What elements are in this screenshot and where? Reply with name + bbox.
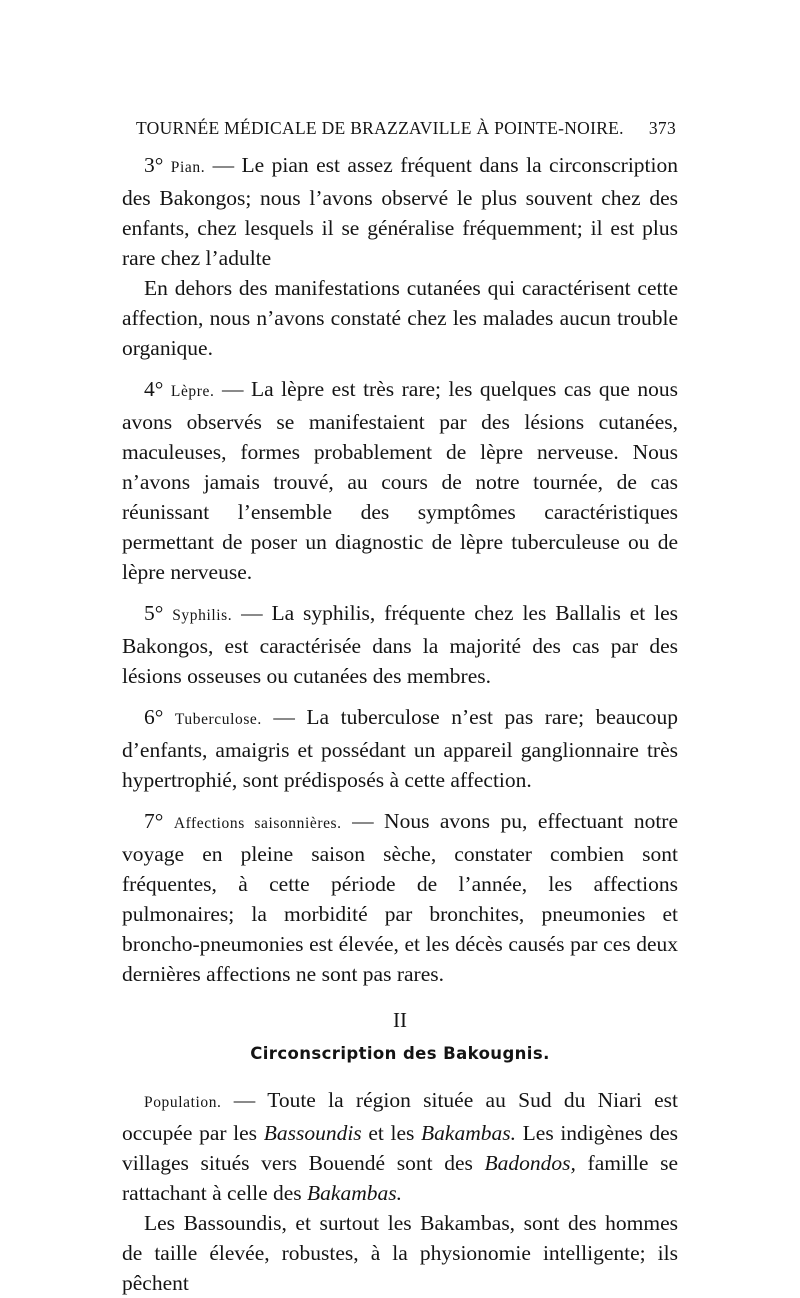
section-heading: Population. [144,1094,222,1111]
section-number: 4° [144,377,164,401]
text-run: famille se rattachant à celle des [122,1151,678,1205]
paragraph-population [122,1085,678,1208]
paragraph-bassoundis: Les Bassoundis, et surtout les Bakambas, sont des hommes de taille élevée, robustes, à la physionomie intelligente; ils pêchent [122,1211,678,1295]
section-number: 7° [144,809,164,833]
ethnonym: Bakambas. [421,1121,516,1145]
paragraph-text: — Nous avons pu, effectuant notre voyage en pleine saison sèche, constater combien sont fréquentes, à cette période de l’année, les affections pulmonaires; la morbidité par bronchites, pneumonies et broncho-pneumonies est élevée, et les décès causés par ces deux dernières affections ne sont pas rares. [122,809,678,986]
paragraph-text: — Le pian est assez fréquent dans la circonscription des Bakongos; nous l’avons observé le plus souvent chez des enfants, chez lesquels il se généralise fréquemment; il est plus rare chez l’adulte [122,153,679,270]
paragraph-syphilis [122,598,678,691]
paragraph-pian [122,150,678,273]
paragraph-text: — La lèpre est très rare; les quelques cas que nous avons observés se manifestaient par des lésions cutanées, maculeuses, formes probablement de lèpre nerveuse. Nous n’avons jamais trouvé, au cours de notre tournée, de cas réunissant l’ensemble des symptômes caractéristiques permettant de poser un diagnostic de lèpre tuberculeuse ou de lèpre nerveuse. [122,377,679,584]
section-heading: Lèpre. [170,383,215,400]
section-heading: Syphilis. [172,607,233,624]
ethnonym: Bassoundis [263,1121,362,1145]
ethnonym: Badondos, [484,1151,576,1175]
section-heading: Tuberculose. [174,711,262,728]
paragraph-text: — La tuberculose n’est pas rare; beaucoup d’enfants, amaigris et possédant un appareil ganglionnaire très hypertrophié, sont prédisposés à cette affection. [122,705,679,792]
running-header [136,118,676,139]
section-number: 6° [144,705,164,729]
running-title: TOURNÉE MÉDICALE DE BRAZZAVILLE À POINTE-NOIRE. [136,118,624,138]
paragraph-affections [122,806,678,989]
text-run: Les indigènes des villages situés vers Bouendé sont des [122,1121,679,1175]
section-numeral: II [393,1008,407,1032]
paragraph-tuberculose [122,702,678,795]
section-heading: Affections saisonnières. [173,815,342,832]
text-run: et les [368,1121,415,1145]
section-heading: Pian. [170,159,206,176]
page-number: 373 [648,118,676,138]
section-number: 5° [144,601,164,625]
paragraph-pian-2: En dehors des manifestations cutanées qui caractérisent cette affection, nous n’avons constaté chez les malades aucun trouble organique. [122,276,678,360]
section-number: 3° [144,153,164,177]
text-run: — Toute la région située au Sud du Niari est occupée par les [122,1088,678,1145]
ethnonym: Bakambas. [307,1181,402,1205]
paragraph-text: — La syphilis, fréquente chez les Ballalis et les Bakongos, est caractérisée dans la majorité des cas par des lésions osseuses ou cutanées des membres. [122,601,679,688]
section-title: Circonscription des Bakougnis. [250,1044,550,1063]
page-body [122,150,678,1298]
paragraph-lepre [122,374,678,587]
